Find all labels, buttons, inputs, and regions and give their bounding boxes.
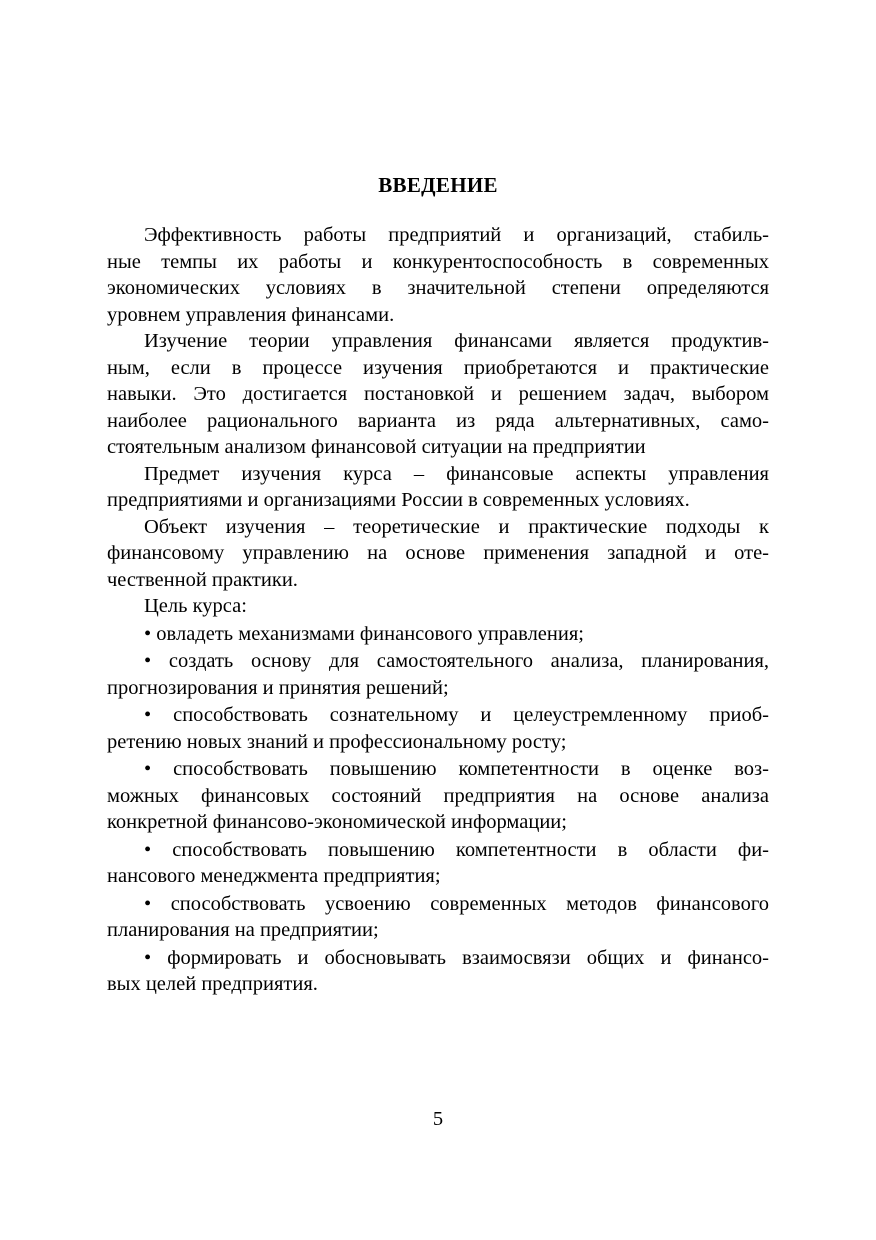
text-line: уровнем управления финансами.: [107, 303, 395, 326]
text-line: • способствовать повышению компетентности в области фи-: [144, 838, 769, 861]
text-line: • создать основу для самостоятельного анализа, планирования,: [144, 650, 769, 672]
section-heading: ВВЕДЕНИЕ: [378, 173, 498, 197]
text-line: наиболее рационального варианта из ряда альтернативных, само-: [107, 409, 769, 432]
goals-list: [107, 621, 769, 998]
text-line: предприятиями и организациями России в современных условиях.: [107, 489, 690, 511]
text-line: Изучение теории управления финансами является продуктив-: [144, 330, 769, 352]
text-line: Цель курса:: [144, 595, 247, 617]
text-line: ным, если в процессе изучения приобретаются и практические: [107, 356, 769, 379]
text-line: планирования на предприятии;: [107, 919, 379, 941]
text-line: • способствовать сознательному и целеустремленному приоб-: [144, 704, 769, 726]
text-line: чественной практики.: [107, 568, 298, 591]
text-line: • способствовать повышению компетентности в оценке воз-: [144, 758, 769, 780]
text-line: прогнозирования и принятия решений;: [107, 676, 449, 699]
list-item: [107, 756, 769, 836]
text-line: стоятельным анализом финансовой ситуации на предприятии: [107, 436, 646, 458]
text-line: Объект изучения – теоретические и практические подходы к: [144, 515, 769, 538]
text-line: конкретной финансово-экономической информации;: [107, 811, 567, 833]
paragraph: [107, 222, 769, 328]
list-item: [107, 702, 769, 755]
text-line: ные темпы их работы и конкурентоспособность в современных: [107, 250, 769, 273]
text-line: • овладеть механизмами финансового управления;: [144, 622, 584, 645]
text-line: нансового менеджмента предприятия;: [107, 865, 441, 887]
text-line: Эффективность работы предприятий и организаций, стабиль-: [144, 224, 769, 246]
list-item: [107, 891, 769, 944]
text-line: • формировать и обосновывать взаимосвязи общих и финансо-: [144, 946, 769, 969]
text-line: • способствовать усвоению современных методов финансового: [144, 892, 769, 915]
list-item: [107, 621, 769, 648]
text-line: вых целей предприятия.: [107, 973, 318, 995]
paragraph: [107, 461, 769, 514]
text-line: экономических условиях в значительной степени определяются: [107, 277, 769, 299]
text-line: можных финансовых состояний предприятия на основе анализа: [107, 784, 769, 807]
paragraph: [107, 328, 769, 461]
text-line: навыки. Это достигается постановкой и решением задач, выбором: [107, 383, 769, 405]
list-item: [107, 945, 769, 998]
text-line: финансовому управлению на основе применения западной и оте-: [107, 542, 769, 564]
page-number: 5: [432, 1108, 444, 1130]
text-line: ретению новых знаний и профессиональному росту;: [107, 730, 567, 753]
paragraph: [107, 514, 769, 594]
paragraph: [107, 593, 769, 620]
list-item: [107, 648, 769, 701]
list-item: [107, 837, 769, 890]
text-line: Предмет изучения курса – финансовые аспекты управления: [144, 462, 769, 485]
body-text: [107, 222, 769, 998]
